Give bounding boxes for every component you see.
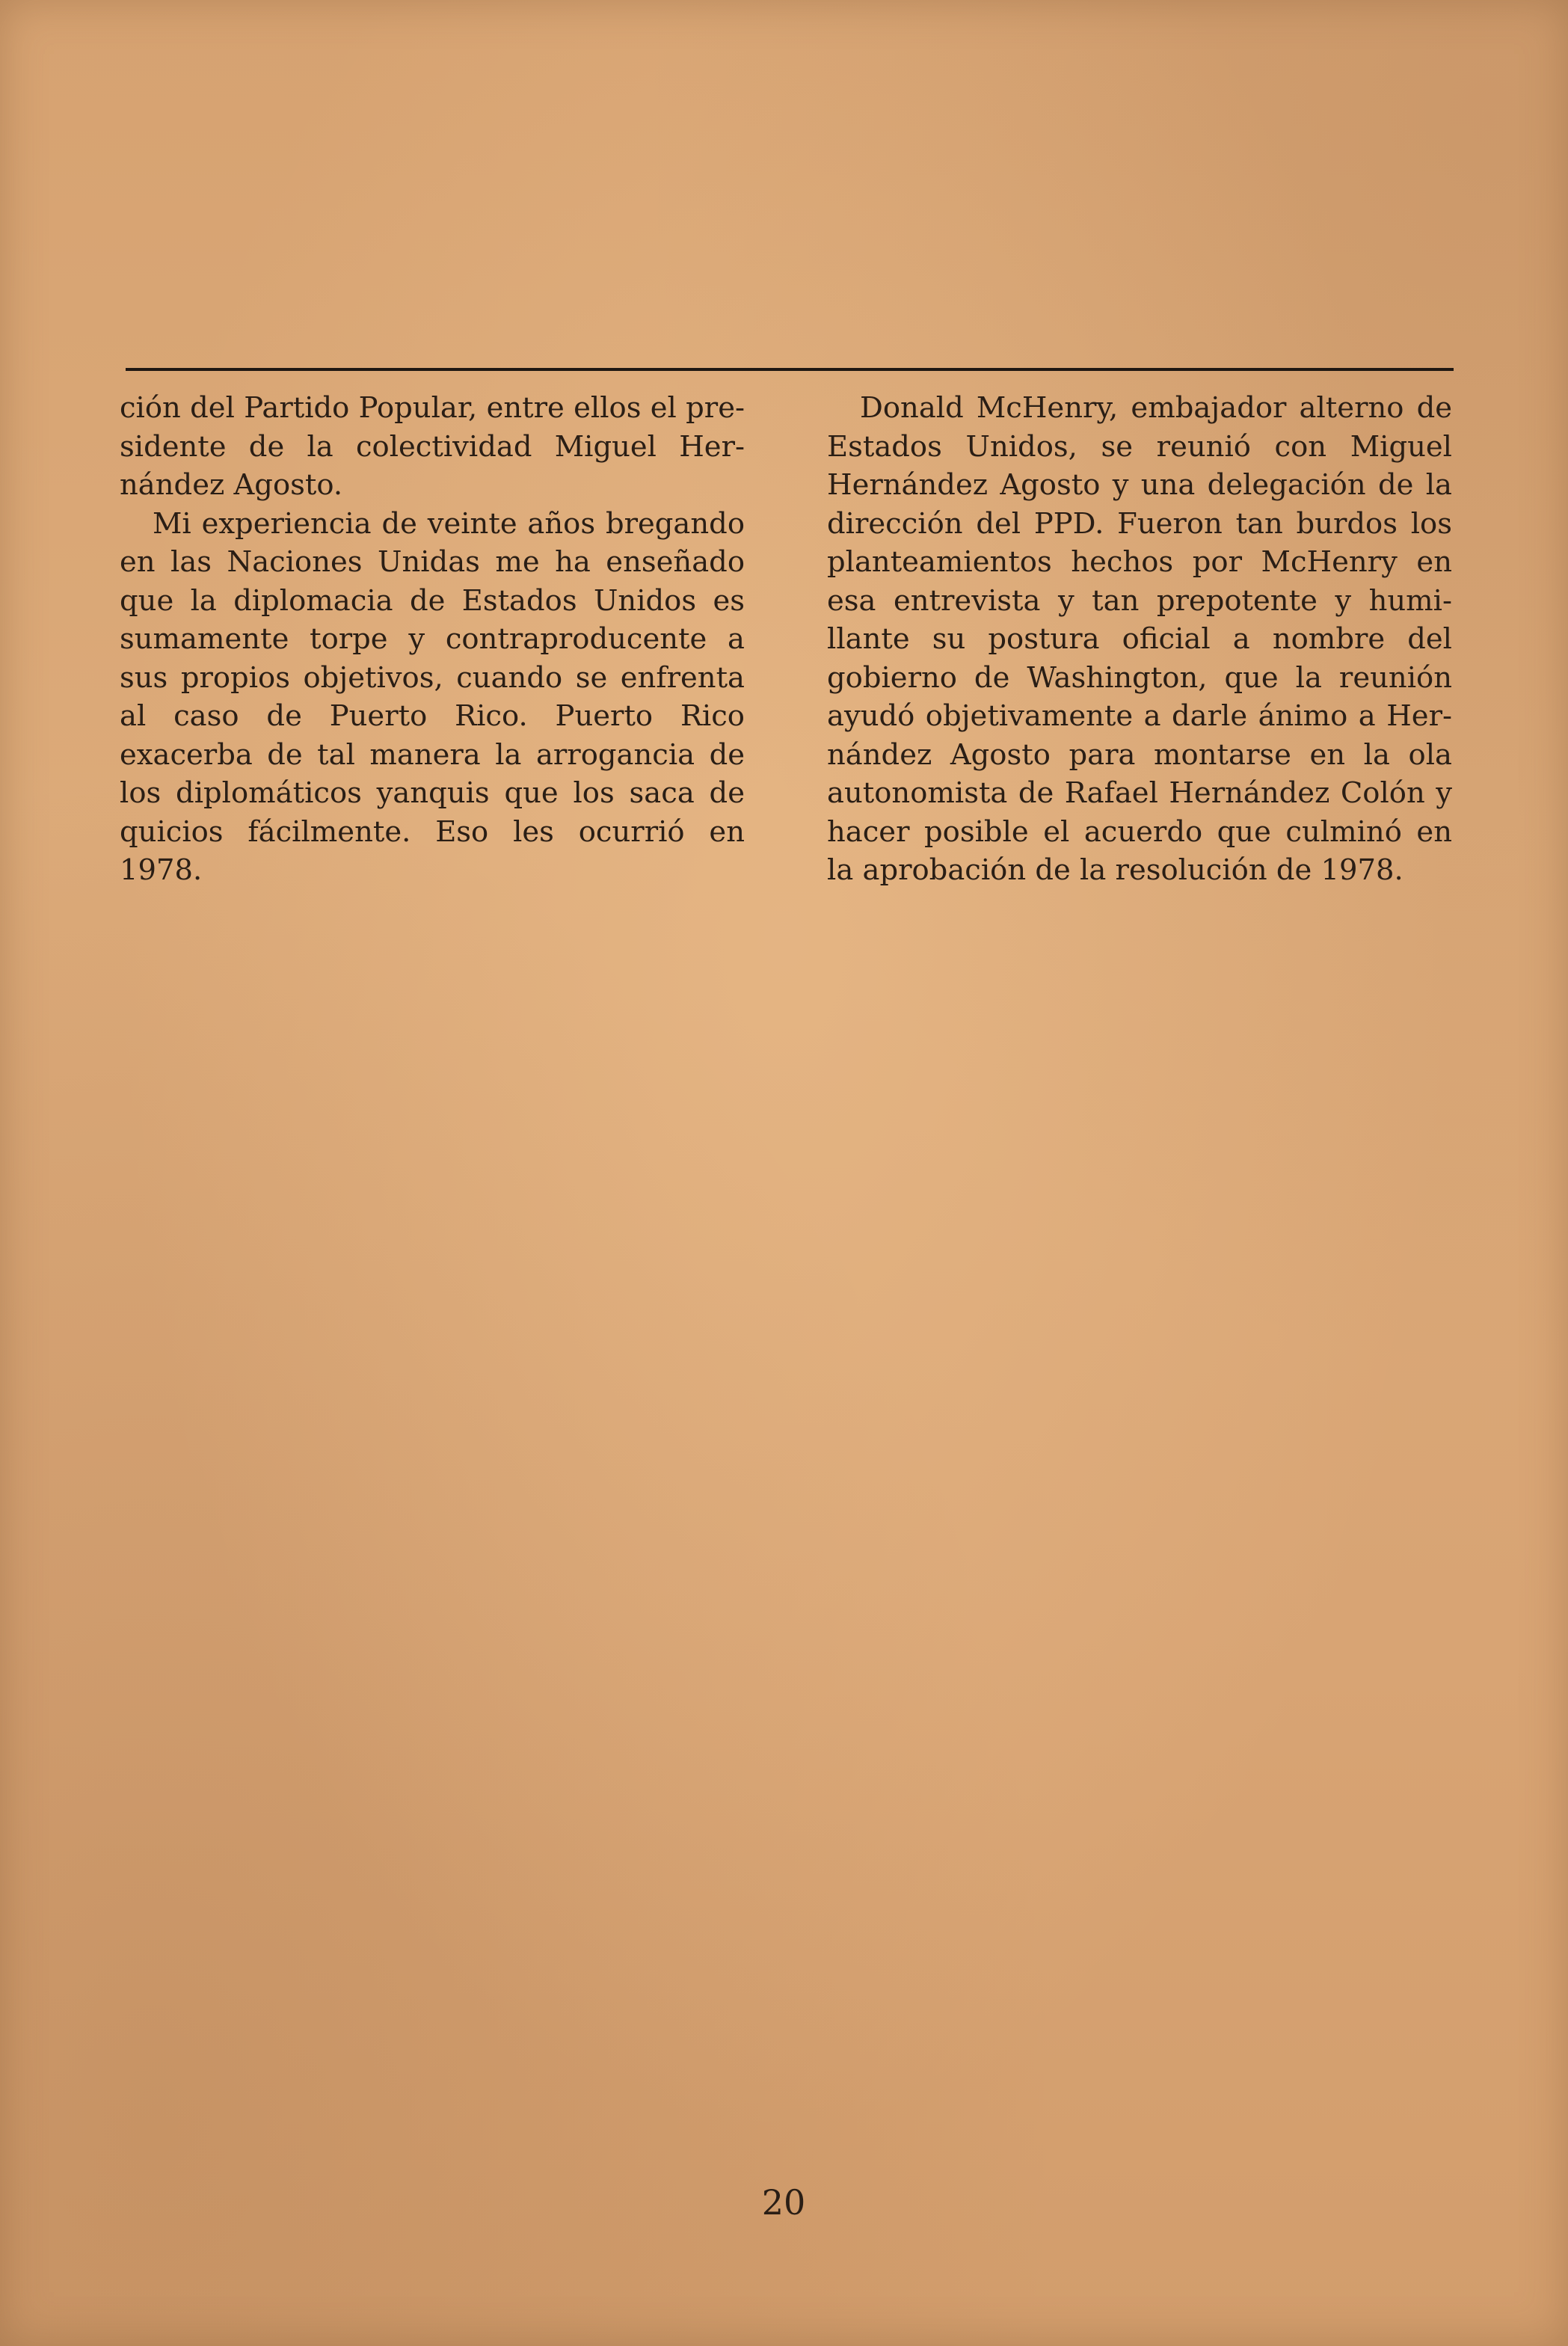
left-paragraph-continued: ción del Partido Popular, entre ellos el presidente de la colectividad Miguel Hernández Agosto. bbox=[120, 391, 745, 502]
left-column bbox=[120, 389, 745, 890]
right-column bbox=[827, 389, 1452, 890]
left-paragraph-experience: Mi experiencia de veinte años bregando en las Naciones Unidas me ha enseñado que la diplomacia de Estados Unidos es sumamente torpe y contraproducente a sus propios objetivos, cuando se enfrenta al caso de Puerto Rico. Puerto Rico exacerba de tal manera la arrogancia de los diplomáticos yanquis que los saca de quicios fácilmente. Eso les ocurrió en 1978. bbox=[120, 506, 745, 887]
page-number: 20 bbox=[761, 2182, 806, 2223]
header-rule bbox=[126, 368, 1454, 371]
right-paragraph-mchenry: Donald McHenry, embajador alterno de Estados Unidos, se reunió con Miguel Hernández Agosto y una delegación de la dirección del PPD. Fueron tan burdos los planteamientos hechos por McHenry en esa entrevista y tan prepotente y humillante su postura oficial a nombre del gobierno de Washington, que la reunión ayudó objetivamente a darle ánimo a Hernández Agosto para montarse en la ola autonomista de Rafael Hernández Colón y hacer posible el acuerdo que culminó en la aprobación de la resolución de 1978. bbox=[827, 391, 1452, 887]
